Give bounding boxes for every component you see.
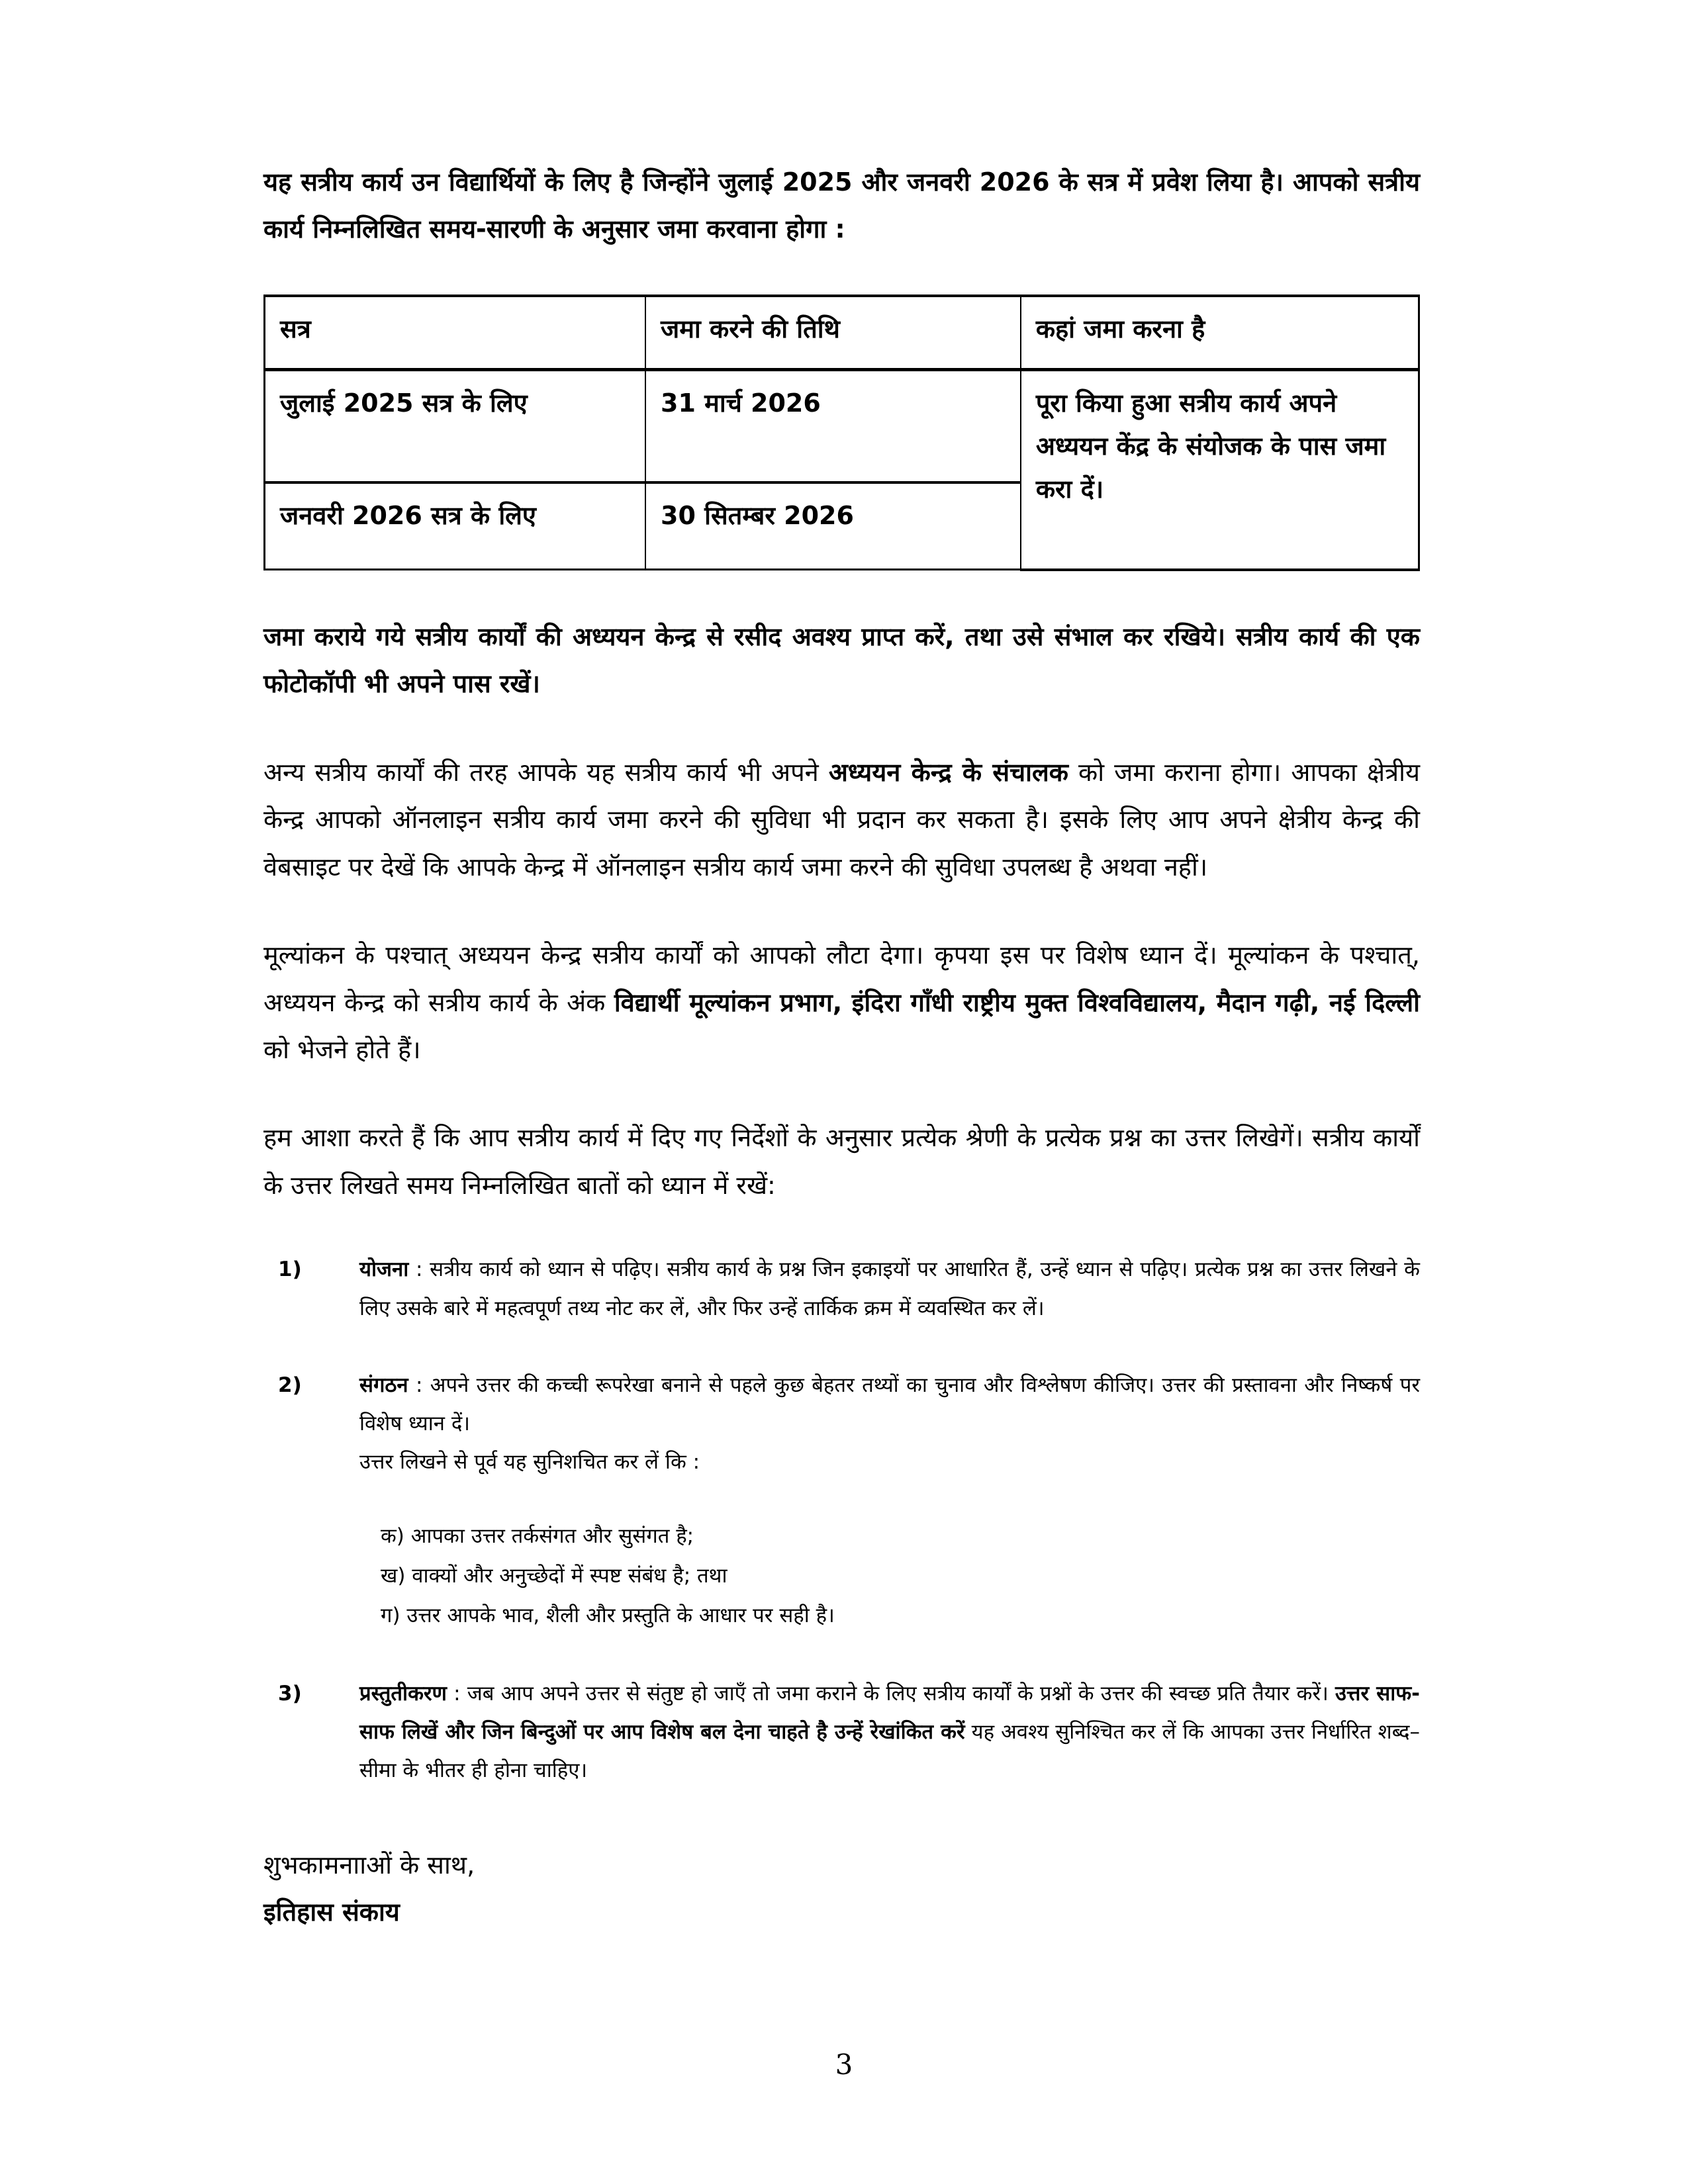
list-body-1 bbox=[359, 1250, 1420, 1328]
submission-schedule-table bbox=[263, 295, 1420, 571]
submit-text-before: अन्य सत्रीय कार्यों की तरह आपके यह सत्रीय कार्य भी अपने bbox=[263, 757, 829, 787]
closing-block bbox=[263, 1842, 1420, 1936]
cell-date-july: 31 मार्च 2026 bbox=[645, 370, 1021, 482]
hope-paragraph: हम आशा करते हैं कि आप सत्रीय कार्य में दिए गए निर्देशों के अनुसार प्रत्येक श्रेणी के प्रत्येक प्रश्न का उत्तर लिखेगें। सत्रीय कार्यों के उत्तर लिखते समय निम्नलिखित बातों को ध्यान में रखें: bbox=[263, 1123, 1420, 1200]
organisation-text-block bbox=[359, 1366, 1420, 1443]
sub-item-kha: ख) वाक्यों और अनुच्छेदों में स्पष्ट संबंध है; तथा bbox=[381, 1564, 727, 1588]
intro-paragraph: यह सत्रीय कार्य उन विद्यार्थियों के लिए है जिन्होंने जुलाई 2025 और जनवरी 2026 के सत्र में प्रवेश लिया है। आपको सत्रीय कार्य निम्नलिखित समय-सारणी के अनुसार जमा करवाना होगा : bbox=[263, 167, 1420, 244]
col-header-session: सत्र bbox=[265, 296, 646, 370]
evaluation-paragraph bbox=[263, 932, 1420, 1073]
cell-session-july: जुलाई 2025 सत्र के लिए bbox=[265, 370, 646, 482]
closing-line: शुभकामनााओं के साथ, bbox=[263, 1850, 475, 1880]
presentation-text-after: यह अवश्य सुनिश्चित कर लें कि आपका उत्तर निर्धारित शब्द–सीमा के भीतर ही होना चाहिए। bbox=[359, 1720, 1420, 1783]
evaluation-text-after: को भेजने होते हैं। bbox=[263, 1034, 421, 1064]
list-item-presentation bbox=[278, 1674, 1420, 1790]
list-text-planning: : सत्रीय कार्य को ध्यान से पढ़िए। सत्रीय कार्य के प्रश्न जिन इकाइयों पर आधारित हैं, उन्हें ध्यान से पढ़िए। प्रत्येक प्रश्न का उत्तर लिखने के लिए उसके बारे में महत्वपूर्ण तथ्य नोट कर लें, और फिर उन्हें तार्किक क्रम में व्यवस्थित कर लें। bbox=[359, 1257, 1420, 1320]
table-header-row bbox=[265, 296, 1419, 370]
list-number-1: 1) bbox=[278, 1257, 302, 1282]
submit-paragraph bbox=[263, 749, 1420, 891]
submit-text-bold: अध्ययन केन्द्र के संचालक bbox=[828, 757, 1068, 787]
evaluation-text-bold: विद्यार्थी मूल्यांकन प्रभाग, इंदिरा गाँधी राष्ट्रीय मुक्त विश्वविद्यालय, मैदान गढ़ी, नई दिल्ली bbox=[614, 987, 1421, 1017]
submit-text-after: को जमा कराना होगा। आपका क्षेत्रीय केन्द्र आपको ऑनलाइन सत्रीय कार्य जमा करने की सुविधा भी प्रदान कर सकता है। इसके लिए आप अपने क्षेत्रीय केन्द्र की वेबसाइट पर देखें कि आपके केन्द्र में ऑनलाइन सत्रीय कार्य जमा करने की सुविधा उपलब्ध है अथवा नहीं। bbox=[263, 757, 1420, 882]
cell-session-january: जनवरी 2026 सत्र के लिए bbox=[265, 482, 646, 570]
list-text-organisation: : अपने उत्तर की कच्ची रूपरेखा बनाने से पहले कुछ बेहतर तथ्यों का चुनाव और विश्लेषण कीजिए। उत्तर की प्रस्तावना और निष्कर्ष पर विशेष ध्यान दें। bbox=[359, 1373, 1420, 1436]
organisation-sub-list bbox=[381, 1516, 1420, 1636]
cell-where-note: पूरा किया हुआ सत्रीय कार्य अपने अध्ययन केंद्र के संयोजक के पास जमा करा दें। bbox=[1021, 370, 1419, 570]
presentation-text-bold: उत्तर साफ-साफ लिखें और जिन बिन्दुओं पर आप विशेष बल देना चाहते है उन्हें रेखांकित करें bbox=[359, 1681, 1420, 1745]
presentation-text-before: : जब आप अपने उत्तर से संतुष्ट हो जाएँ तो जमा कराने के लिए सत्रीय कार्यों के प्रश्नों के उत्तर की स्वच्छ प्रति तैयार करें। bbox=[446, 1681, 1336, 1706]
list-item-planning bbox=[278, 1250, 1420, 1328]
list-number-3: 3) bbox=[278, 1681, 302, 1706]
cell-date-january: 30 सितम्बर 2026 bbox=[645, 482, 1021, 570]
signature-faculty: इतिहास संकाय bbox=[263, 1897, 400, 1927]
page-number: 3 bbox=[835, 2048, 853, 2081]
receipt-note-paragraph: जमा कराये गये सत्रीय कार्यों की अध्ययन केन्द्र से रसीद अवश्य प्राप्त करें, तथा उसे संभाल कर रखिये। सत्रीय कार्य की एक फोटोकॉपी भी अपने पास रखें। bbox=[263, 621, 1420, 699]
list-item-organisation bbox=[278, 1366, 1420, 1636]
evaluation-text-before: मूल्यांकन के पश्चात् अध्ययन केन्द्र सत्रीय कार्यों को आपको लौटा देगा। कृपया इस पर विशेष ध्यान दें। मूल्यांकन के पश्चात्, अध्ययन केन्द्र को सत्रीय कार्य के अंक bbox=[263, 940, 1420, 1017]
organisation-ensure-line: उत्तर लिखने से पूर्व यह सुनिशचित कर लें कि : bbox=[359, 1450, 700, 1475]
list-number-2: 2) bbox=[278, 1373, 302, 1397]
col-header-date: जमा करने की तिथि bbox=[645, 296, 1021, 370]
table-row-july-session bbox=[265, 370, 1419, 482]
col-header-where: कहां जमा करना है bbox=[1021, 296, 1419, 370]
list-label-planning: योजना bbox=[359, 1257, 409, 1282]
list-body-3 bbox=[359, 1674, 1420, 1790]
sub-item-ka: क) आपका उत्तर तर्कसंगत और सुसंगत है; bbox=[381, 1524, 694, 1548]
list-label-presentation: प्रस्तुतीकरण bbox=[359, 1681, 447, 1706]
sub-item-ga: ग) उत्तर आपके भाव, शैली और प्रस्तुति के आधार पर सही है। bbox=[381, 1604, 835, 1628]
list-label-organisation: संगठन bbox=[359, 1373, 408, 1397]
list-body-2 bbox=[359, 1366, 1420, 1636]
